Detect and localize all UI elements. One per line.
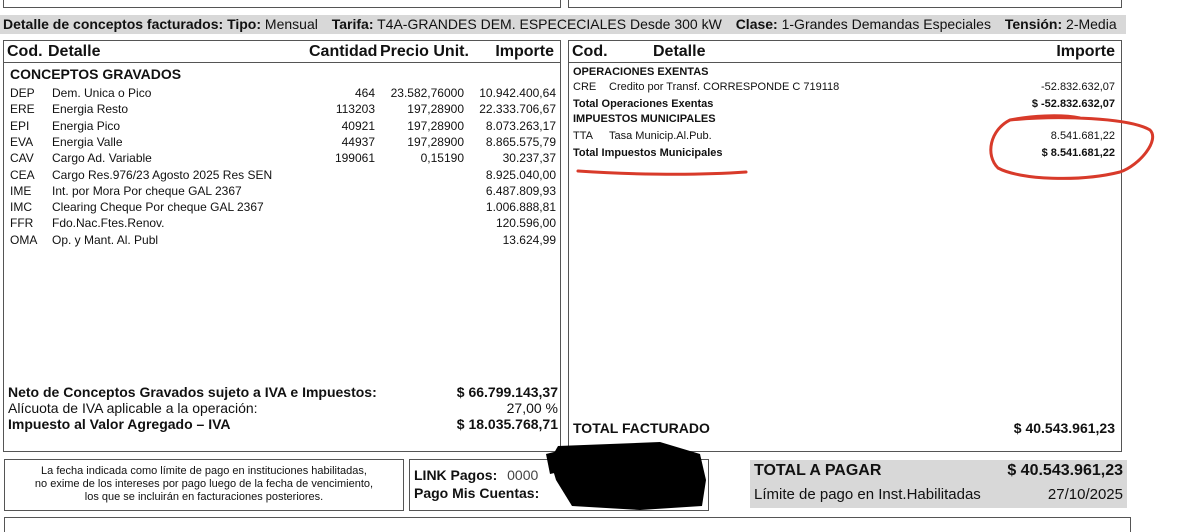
link-pagos-value: 0000	[507, 467, 539, 483]
cell-cod: ERE	[10, 102, 35, 117]
municipales-total-row	[569, 146, 1121, 161]
col-importe-right: Importe	[1056, 43, 1115, 60]
cell-cantidad: 40921	[341, 118, 375, 133]
top-box-right	[568, 0, 1122, 8]
iva-label: Impuesto al Valor Agregado – IVA	[8, 416, 231, 432]
pago-mis-cuentas-label: Pago Mis Cuentas:	[414, 485, 540, 501]
tension-value: 2-Media	[1066, 16, 1117, 32]
cell-importe: 13.624,99	[502, 232, 556, 247]
cell-detalle: Fdo.Nac.Ftes.Renov.	[52, 216, 165, 231]
total-facturado-label: TOTAL FACTURADO	[573, 420, 710, 436]
tension-label: Tensión:	[1004, 16, 1063, 32]
alicuota-label: Alícuota de IVA aplicable a la operación:	[8, 400, 258, 416]
cell-cod: EPI	[10, 118, 30, 133]
section-title-exentas	[569, 65, 1121, 80]
col-cod: Cod.	[7, 43, 43, 60]
municipales-row	[569, 129, 1121, 144]
table-row	[4, 85, 560, 101]
table-row	[4, 118, 560, 134]
neto-value: $ 66.799.143,37	[456, 384, 558, 400]
alicuota-value: 27,00 %	[506, 400, 558, 416]
table-row	[4, 101, 560, 117]
exentas-row-cod: CRE	[573, 81, 597, 93]
exentas-table-header	[569, 41, 1121, 63]
top-box-left	[3, 0, 561, 8]
exentas-title: OPERACIONES EXENTAS	[573, 66, 709, 78]
cell-cod: CAV	[10, 151, 34, 166]
cell-precio: 23.582,76000	[390, 86, 464, 100]
cell-cod: DEP	[10, 86, 35, 100]
municipales-total-label: Total Impuestos Municipales	[573, 147, 723, 159]
cell-precio: 197,28900	[407, 134, 464, 149]
link-pagos-label: LINK Pagos:	[414, 467, 498, 483]
cell-detalle: Clearing Cheque Por cheque GAL 2367	[52, 200, 264, 215]
cell-cantidad: 44937	[341, 134, 375, 149]
neto-label: Neto de Conceptos Gravados sujeto a IVA e Impuestos:	[8, 384, 377, 400]
cell-cod: CEA	[10, 167, 35, 182]
cell-detalle: Cargo Ad. Variable	[52, 151, 152, 166]
col-detalle: Detalle	[48, 43, 101, 60]
cell-importe: 8.865.575,79	[485, 134, 556, 149]
cell-detalle: Energia Resto	[52, 102, 129, 117]
cell-cod: IMC	[10, 200, 32, 215]
redaction-scribble	[510, 440, 710, 512]
exentas-row-detalle: Credito por Transf. CORRESPONDE C 719118	[609, 81, 840, 93]
total-pagar-label: TOTAL A PAGAR	[754, 462, 882, 479]
col-precio: Precio Unit.	[380, 43, 469, 60]
cell-detalle: Op. y Mant. Al. Publ	[52, 232, 159, 247]
cell-importe: 6.487.809,93	[485, 183, 556, 198]
cell-importe: 10.942.400,64	[479, 86, 556, 100]
municipales-row-detalle: Tasa Municip.Al.Pub.	[609, 130, 712, 142]
cell-detalle: Energia Valle	[52, 134, 123, 149]
cell-cod: IME	[10, 183, 32, 198]
exentas-total-value: $ -52.832.632,07	[1031, 98, 1115, 110]
cell-importe: 30.237,37	[502, 151, 556, 166]
total-pagar-value: $ 40.543.961,23	[1007, 462, 1123, 479]
exentas-row-importe: -52.832.632,07	[1040, 81, 1115, 93]
cell-importe: 120.596,00	[495, 216, 556, 231]
total-a-pagar-box	[750, 460, 1127, 508]
tipo-label: Tipo:	[227, 16, 262, 32]
neto-row	[8, 384, 558, 400]
iva-row	[8, 416, 558, 432]
cell-cod: FFR	[10, 216, 34, 231]
iva-value: $ 18.035.768,71	[456, 416, 558, 432]
section-title-gravados: CONCEPTOS GRAVADOS	[10, 66, 182, 82]
gravados-table	[3, 40, 561, 452]
tipo-value: Mensual	[264, 16, 318, 32]
col-importe: Importe	[495, 43, 554, 60]
table-row	[4, 183, 560, 199]
municipales-row-cod: TTA	[573, 130, 593, 142]
col-detalle-right: Detalle	[653, 43, 706, 60]
cell-precio: 0,15190	[420, 151, 464, 166]
note-line: La fecha indicada como límite de pago en instituciones habilitadas,	[41, 465, 367, 477]
note-line: los que se incluirán en facturaciones posteriores.	[84, 491, 324, 503]
cell-cantidad: 113203	[335, 102, 375, 117]
exentas-table	[568, 40, 1122, 452]
cell-importe: 22.333.706,67	[479, 102, 556, 117]
limite-value: 27/10/2025	[1047, 486, 1123, 503]
table-row	[4, 167, 560, 183]
table-row	[4, 150, 560, 166]
cell-cantidad: 199061	[334, 151, 375, 166]
alicuota-row	[8, 400, 558, 416]
total-facturado-row	[569, 419, 1121, 437]
cell-importe: 8.073.263,17	[485, 118, 556, 133]
cell-importe: 8.925.040,00	[485, 167, 556, 182]
municipales-title: IMPUESTOS MUNICIPALES	[573, 113, 716, 125]
exentas-total-label: Total Operaciones Exentas	[573, 98, 714, 110]
gravados-table-header	[4, 41, 560, 63]
clase-value: 1-Grandes Demandas Especiales	[781, 16, 991, 32]
limite-label: Límite de pago en Inst.Habilitadas	[754, 486, 981, 503]
cell-detalle: Cargo Res.976/23 Agosto 2025 Res SEN	[52, 167, 273, 182]
cell-precio: 197,28900	[407, 118, 464, 133]
exentas-row	[569, 80, 1121, 95]
cell-cod: EVA	[10, 134, 34, 149]
cell-detalle: Int. por Mora Por cheque GAL 2367	[52, 183, 242, 198]
cell-cod: OMA	[10, 232, 38, 247]
municipales-total-value: $ 8.541.681,22	[1041, 147, 1115, 159]
section-title-municipales	[569, 112, 1121, 127]
exentas-total-row	[569, 97, 1121, 112]
cell-detalle: Energia Pico	[52, 118, 121, 133]
table-row	[4, 199, 560, 215]
total-facturado-value: $ 40.543.961,23	[1013, 420, 1115, 436]
clase-label: Clase:	[735, 16, 778, 32]
table-row	[4, 134, 560, 150]
cell-importe: 1.006.888,81	[485, 200, 556, 215]
cell-cantidad: 464	[354, 86, 375, 100]
tarifa-value: T4A-GRANDES DEM. ESPECECIALES Desde 300 kW	[377, 16, 722, 32]
cell-detalle: Dem. Unica o Pico	[52, 86, 152, 100]
payment-note	[4, 459, 404, 511]
col-cod-right: Cod.	[572, 43, 608, 60]
cell-precio: 197,28900	[407, 102, 464, 117]
billing-detail-header	[0, 15, 1126, 34]
detalle-label: Detalle de conceptos facturados:	[3, 16, 224, 32]
col-cantidad: Cantidad	[309, 43, 378, 60]
note-line: no exime de los intereses por pago luego de la fecha de vencimiento,	[34, 478, 374, 490]
municipales-row-importe: 8.541.681,22	[1050, 130, 1115, 142]
table-row	[4, 215, 560, 231]
tarifa-label: Tarifa:	[331, 16, 374, 32]
table-row	[4, 232, 560, 248]
bottom-box	[4, 517, 1131, 532]
